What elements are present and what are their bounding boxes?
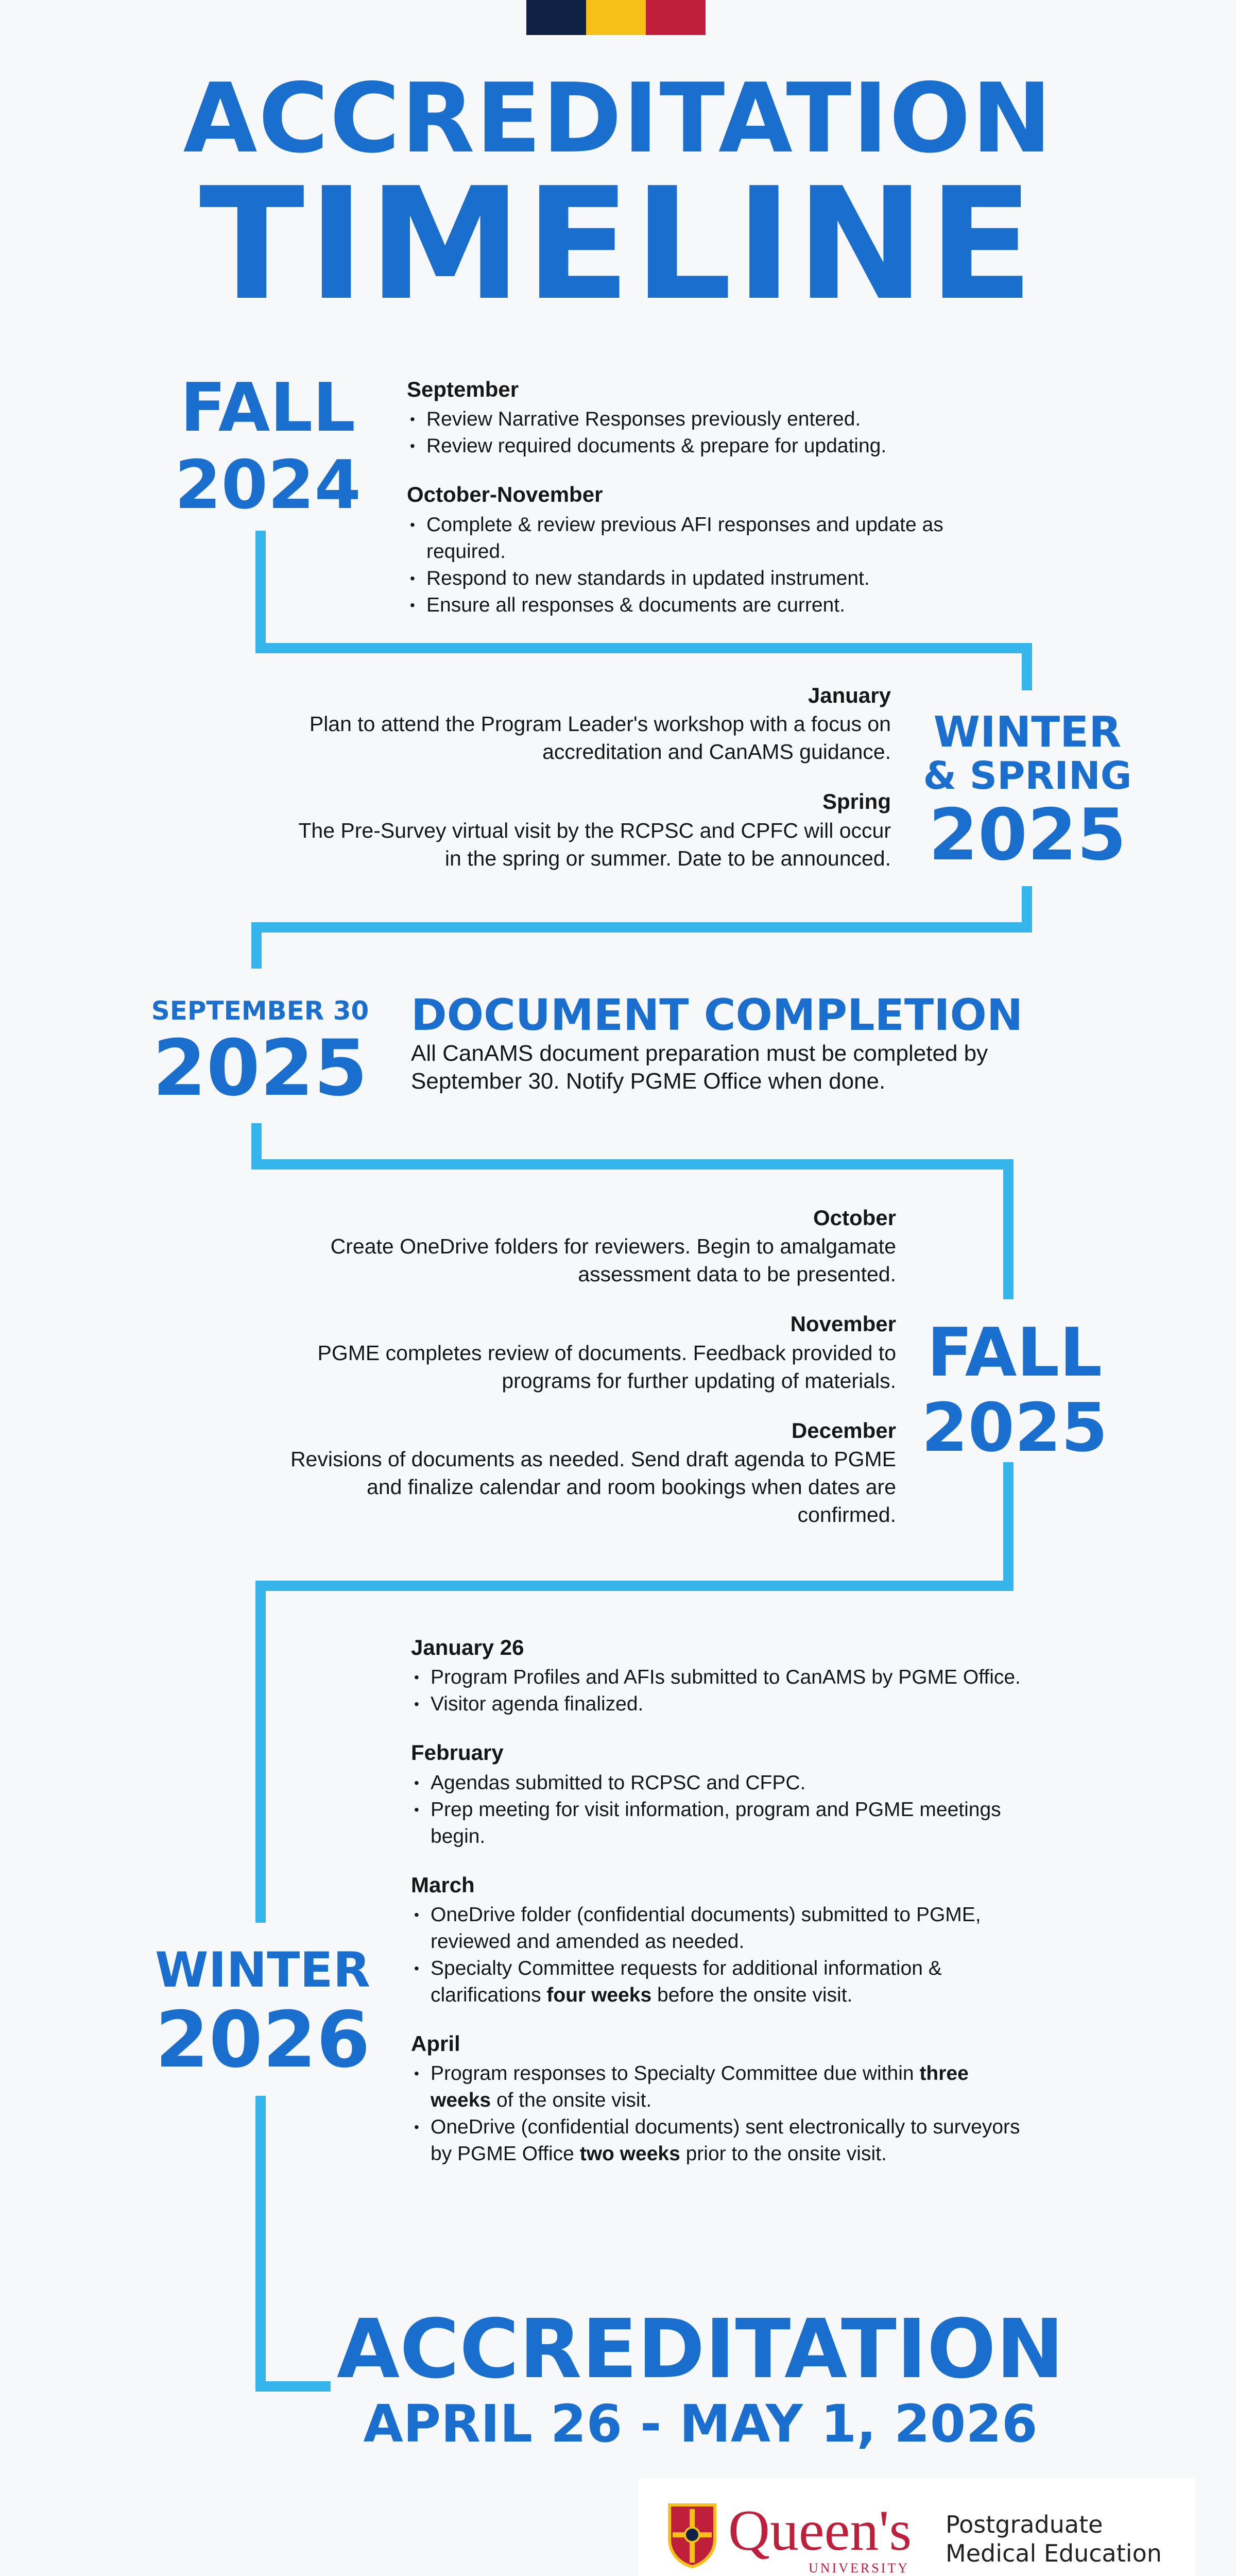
winter-2025-jan-heading: January <box>808 683 891 707</box>
winter-2026-mar-list <box>411 1902 1029 2009</box>
fall-2024-sep-list <box>407 406 989 460</box>
winter-2026-mar-heading: March <box>411 1872 475 1897</box>
footer-logo-box <box>639 2478 1195 2576</box>
fall-2024-sep-heading: September <box>407 377 519 401</box>
winter-2026-year: 2026 <box>155 1995 370 2085</box>
sept-2025-year: 2025 <box>152 1024 368 1113</box>
fall-2024-octnov-list <box>407 512 989 619</box>
footer-university-name: Queen's <box>728 2499 912 2563</box>
winter-2026-label <box>149 1942 376 2085</box>
list-item: • Ensure all responses & documents are current. <box>407 592 989 619</box>
footer-university-sub: UNIVERSITY <box>809 2561 909 2575</box>
fall-2024-year: 2024 <box>175 446 361 524</box>
winter-2025-label <box>906 710 1148 874</box>
list-item: • Review required documents & prepare for updating. <box>407 433 989 460</box>
final-accreditation-title: ACCREDITATION <box>336 2302 1065 2397</box>
fall-2025-dec-text: Revisions of documents as needed. Send draft agenda to PGME and finalize calendar and room bookings when dates are confirmed. <box>290 1447 896 1527</box>
winter-2025-jan-text: Plan to attend the Program Leader's workshop with a focus on accreditation and CanAMS guidance. <box>309 712 891 764</box>
list-item: • OneDrive folder (confidential documents) submitted to PGME, reviewed and amended as needed. <box>411 1902 1029 1955</box>
fall-2025-season: FALL <box>926 1313 1103 1392</box>
fall-2025-dec-heading: December <box>791 1418 896 1443</box>
fall-2025-details <box>288 1206 896 1529</box>
winter-2025-season2: & SPRING <box>923 754 1132 798</box>
list-item: • Review Narrative Responses previously entered. <box>407 406 989 433</box>
winter-2025-year: 2025 <box>928 793 1127 876</box>
winter-2026-jan-list <box>411 1664 1029 1718</box>
winter-2025-details <box>288 683 891 872</box>
list-item: • Agendas submitted to RCPSC and CFPC. <box>411 1770 1029 1797</box>
list-item: • Program Profiles and AFIs submitted to CanAMS by PGME Office. <box>411 1664 1029 1691</box>
title-line1: ACCREDITATION <box>183 62 1053 174</box>
fall-2025-year: 2025 <box>921 1388 1108 1467</box>
winter-2026-feb-heading: February <box>411 1740 504 1765</box>
stripe-red <box>646 0 706 35</box>
stripe-navy <box>526 0 586 35</box>
fall-2024-season: FALL <box>180 368 356 447</box>
list-item: • Program responses to Specialty Committee due within three weeks of the onsite visit. <box>411 2060 1029 2114</box>
winter-2026-apr-heading: April <box>411 2031 460 2056</box>
fall-2025-nov-heading: November <box>790 1312 896 1336</box>
fall-2024-octnov-heading: October-November <box>407 482 603 507</box>
list-item: • Visitor agenda finalized. <box>411 1691 1029 1718</box>
winter-2025-spring-text: The Pre-Survey virtual visit by the RCPSC and CPFC will occur in the spring or summer. Date to be announced. <box>298 818 891 870</box>
list-item: • Prep meeting for visit information, program and PGME meetings begin. <box>411 1797 1029 1850</box>
fall-2024-details <box>407 377 989 619</box>
winter-2026-feb-list <box>411 1770 1029 1850</box>
footer-dept-line2: Medical Education <box>946 2539 1162 2567</box>
list-item: • Complete & review previous AFI responses and update as required. <box>407 512 989 565</box>
sept-2025-label <box>139 994 381 1113</box>
queens-crest-icon <box>667 2503 717 2569</box>
list-item: • OneDrive (confidential documents) sent electronically to surveyors by PGME Office two weeks prior to the onsite visit. <box>411 2114 1029 2167</box>
sept-2025-date: SEPTEMBER 30 <box>151 996 369 1026</box>
winter-2025-spring-heading: Spring <box>822 789 891 814</box>
list-item: • Respond to new standards in updated instrument. <box>407 565 989 592</box>
fall-2025-oct-text: Create OneDrive folders for reviewers. Begin to amalgamate assessment data to be presented. <box>330 1234 896 1286</box>
winter-2026-season: WINTER <box>154 1942 371 1998</box>
winter-2025-season1: WINTER <box>933 708 1122 757</box>
stripe-gold <box>586 0 646 35</box>
fall-2025-nov-text: PGME completes review of documents. Feedback provided to programs for further updating of materials. <box>317 1341 896 1393</box>
footer-dept-line1: Postgraduate <box>946 2511 1103 2538</box>
winter-2026-apr-list <box>411 2060 1029 2167</box>
fall-2025-label <box>906 1315 1123 1465</box>
document-completion-heading: DOCUMENT COMPLETION <box>411 990 1023 1040</box>
fall-2025-oct-heading: October <box>813 1206 896 1230</box>
title-line2: TIMELINE <box>199 155 1037 334</box>
winter-2026-details <box>411 1635 1029 2167</box>
list-item: • Specialty Committee requests for additional information & clarifications four weeks before the onsite visit. <box>411 1955 1029 2009</box>
final-accreditation-dates: APRIL 26 - MAY 1, 2026 <box>363 2394 1038 2454</box>
document-completion-text: All CanAMS document preparation must be completed by September 30. Notify PGME Office when done. <box>411 1041 988 1094</box>
winter-2026-jan-heading: January 26 <box>411 1635 524 1659</box>
fall-2024-label <box>160 369 376 523</box>
